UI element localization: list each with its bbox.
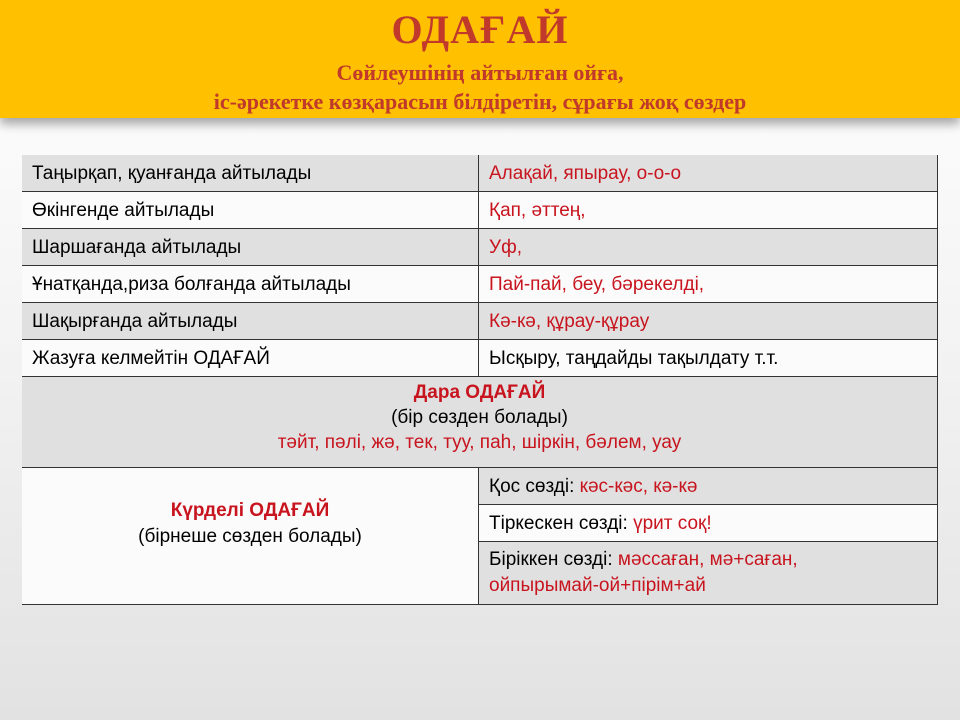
examples-cell: Уф, — [479, 229, 938, 266]
complex-type-examples-continued: ойпырымай-ой+пірім+ай — [489, 575, 706, 596]
slide-subtitle-line-1: Сөйлеушінің айтылған ойға, — [336, 60, 624, 85]
slide-title: ОДАҒАЙ — [391, 7, 569, 52]
usage-cell: Шаршағанда айтылады — [22, 229, 479, 266]
simple-interjection-title: Дара ОДАҒАЙ — [413, 382, 546, 403]
usage-cell: Шақырғанда айтылады — [22, 303, 479, 340]
complex-type-examples: үрит соқ! — [633, 513, 712, 534]
complex-type-examples: кәс-кәс, кә-кә — [579, 476, 698, 497]
slide-subtitle-line-2: іс-әрекетке көзқарасын білдіретін, сұрағы жоқ сөздер — [213, 89, 747, 114]
interjection-table — [22, 155, 938, 605]
simple-interjection-examples: тәйт, пәлі, жә, тек, туу, паһ, шіркін, бәлем, уау — [277, 432, 682, 453]
examples-cell: Пай-пай, беу, бәрекелді, — [479, 266, 938, 303]
complex-interjection-title: Күрделі ОДАҒАЙ — [170, 500, 330, 521]
examples-cell: Қап, әттең, — [479, 192, 938, 229]
title-banner — [0, 0, 960, 118]
complex-type-label: Тіркескен сөзді: — [489, 513, 628, 534]
usage-cell: Таңырқап, қуанғанда айтылады — [22, 155, 479, 192]
complex-type-cell — [479, 542, 938, 605]
examples-cell: Кә-кә, құрау-құрау — [479, 303, 938, 340]
examples-cell: Алақай, япырау, о-о-о — [479, 155, 938, 192]
complex-type-cell — [479, 468, 938, 505]
examples-cell: Ысқыру, таңдайды тақылдату т.т. — [479, 340, 938, 377]
complex-interjection-note: (бірнеше сөзден болады) — [138, 526, 362, 547]
complex-type-examples: мәссаған, мә+саған, — [617, 549, 798, 570]
complex-type-label: Қос сөзді: — [489, 476, 575, 497]
complex-interjection-cell — [22, 468, 479, 605]
complex-type-cell — [479, 505, 938, 542]
simple-interjection-note: (бір сөзден болады) — [391, 407, 568, 428]
usage-cell: Жазуға келмейтін ОДАҒАЙ — [22, 340, 479, 377]
simple-interjection-cell — [22, 377, 938, 468]
usage-cell: Өкінгенде айтылады — [22, 192, 479, 229]
complex-type-label: Біріккен сөзді: — [489, 549, 613, 570]
usage-cell: Ұнатқанда,риза болғанда айтылады — [22, 266, 479, 303]
